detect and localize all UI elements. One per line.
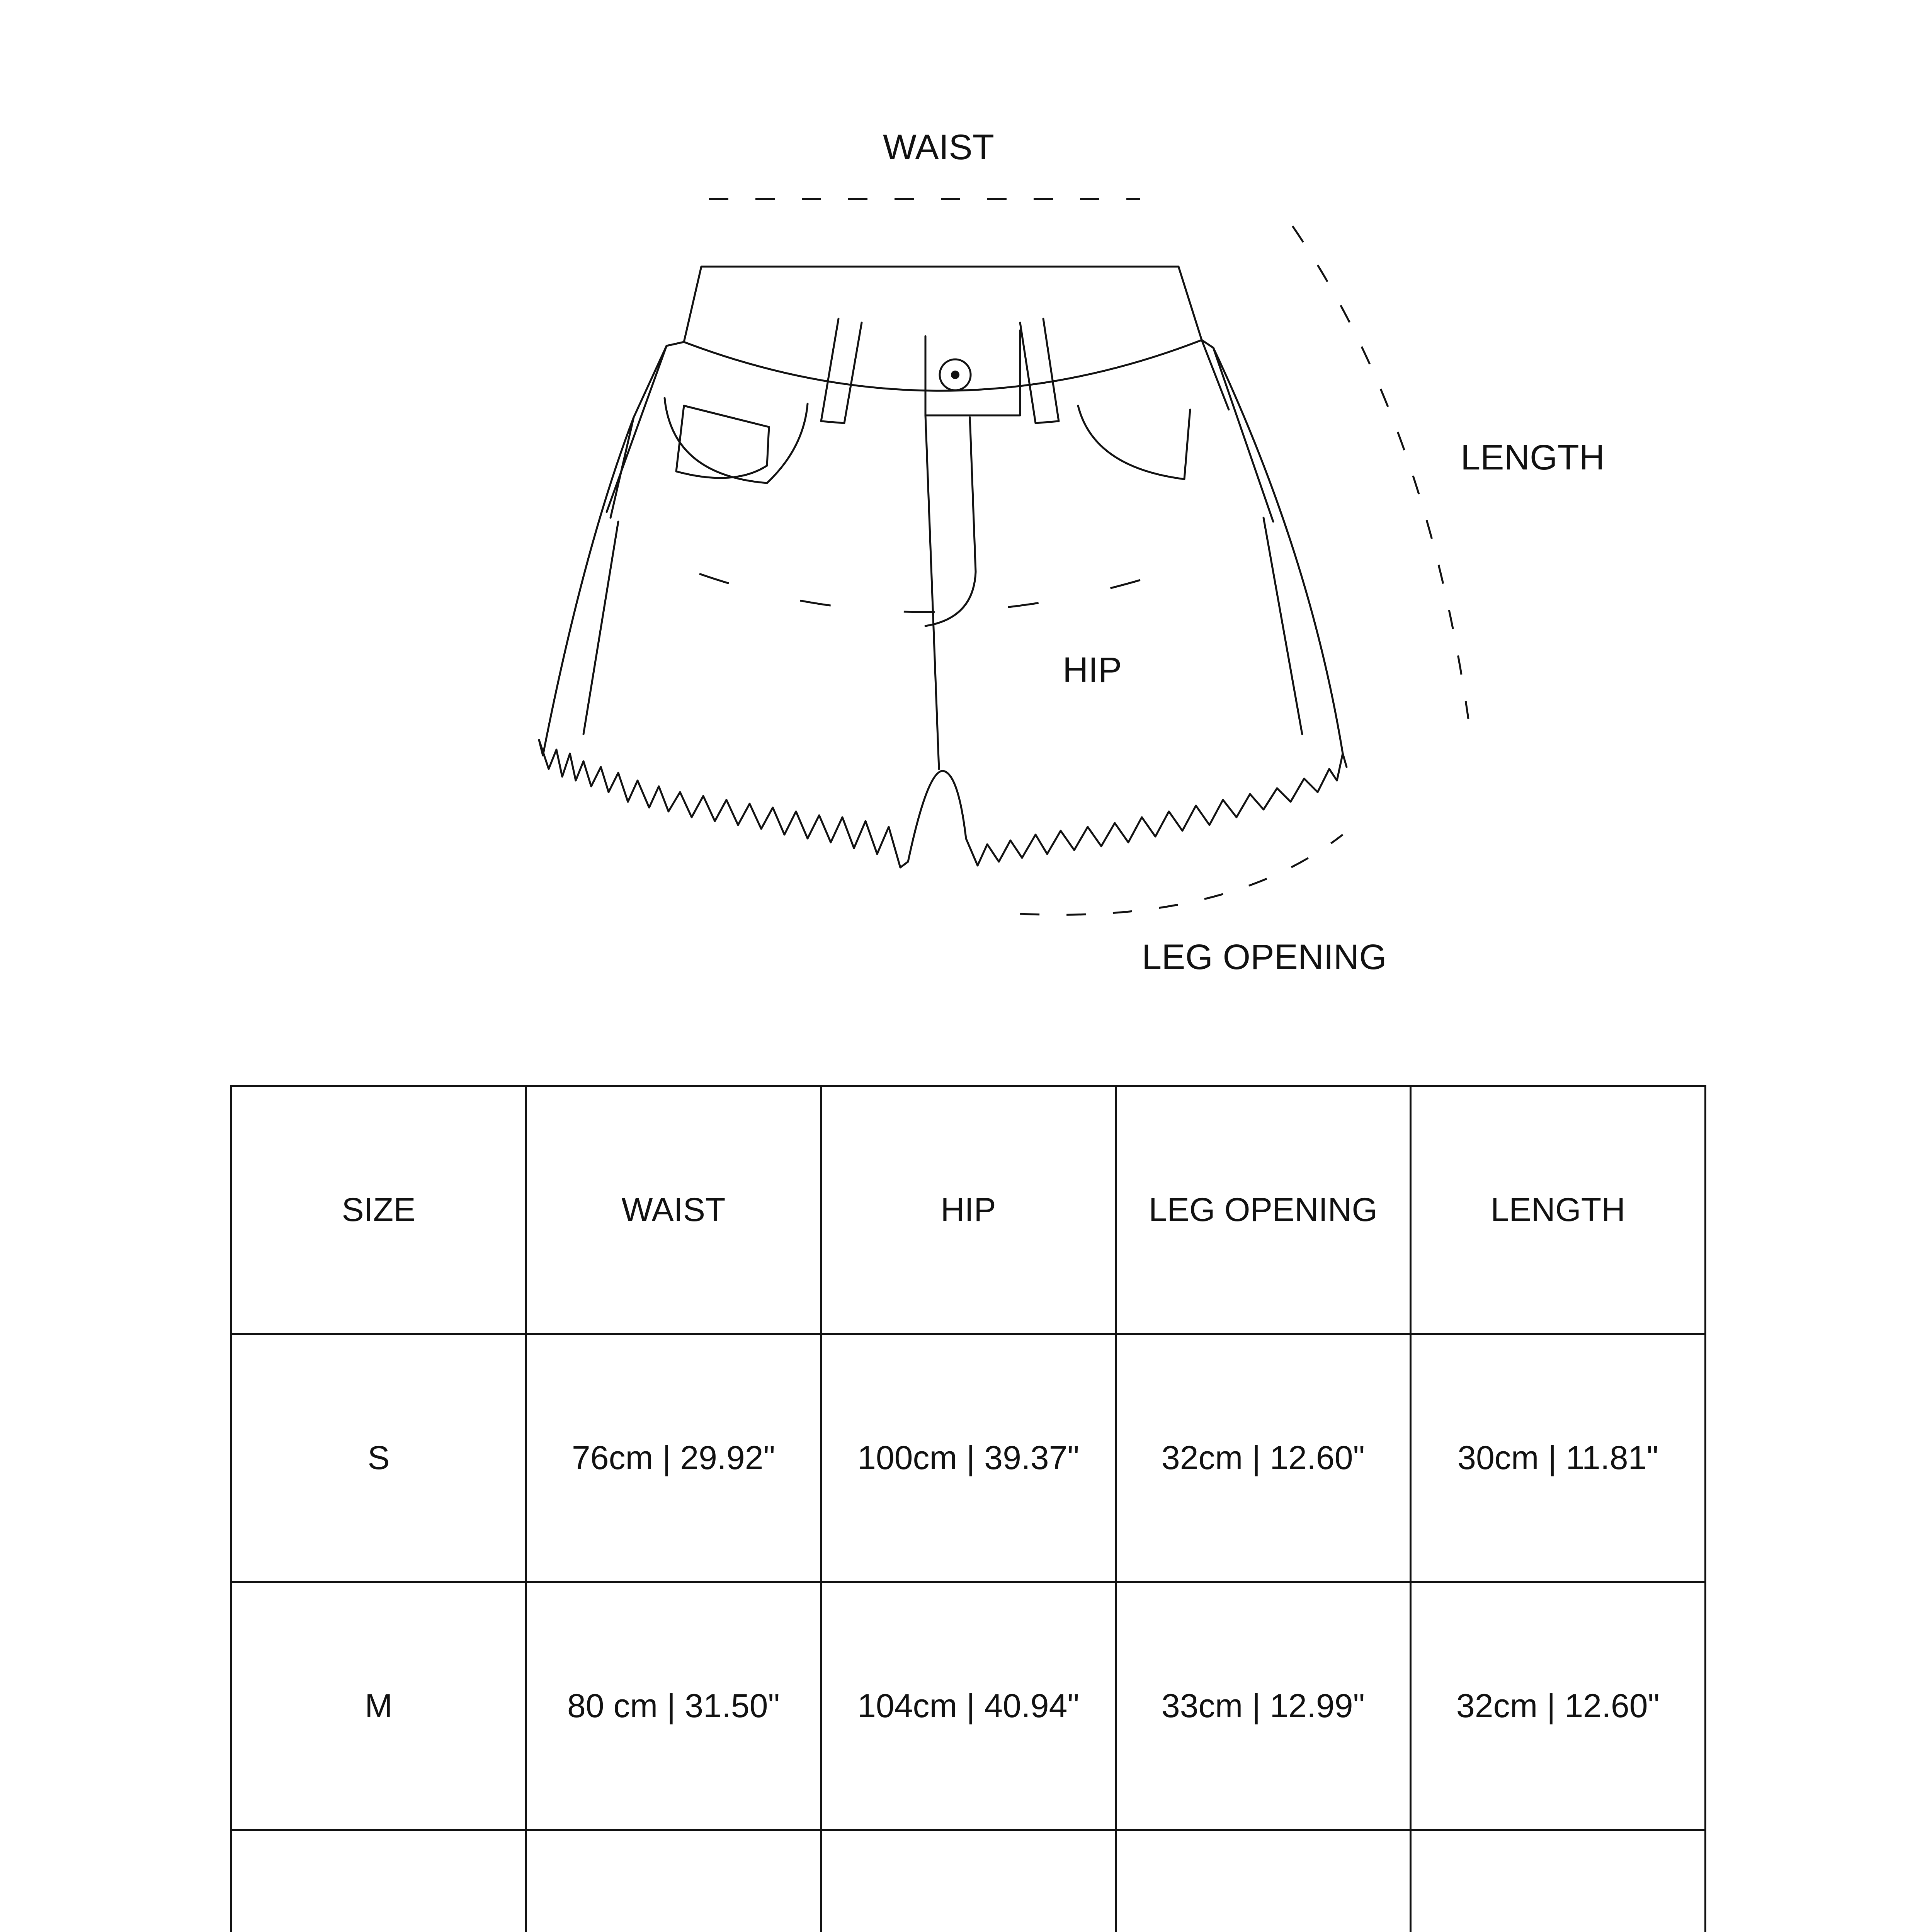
- leg-opening-cell: 32cm | 12.60": [1116, 1334, 1411, 1582]
- leg-opening-cell: [1116, 1830, 1411, 1932]
- hip-cell: [821, 1830, 1116, 1932]
- table-row: [231, 1334, 1706, 1582]
- hip-guide-line: [699, 568, 1179, 612]
- belt-loop-right: [1020, 319, 1059, 423]
- hip-cell: 104cm | 40.94": [821, 1582, 1116, 1830]
- belt-loop-left: [821, 319, 862, 423]
- waist-cell: 76cm | 29.92": [526, 1334, 821, 1582]
- size-cell: M: [231, 1582, 526, 1830]
- shorts-body-outline: [543, 340, 1343, 755]
- waist-label: WAIST: [883, 128, 994, 167]
- hip-cell: 100cm | 39.37": [821, 1334, 1116, 1582]
- column-header-length: LENGTH: [1411, 1086, 1706, 1334]
- table-header-row: [231, 1086, 1706, 1334]
- frayed-hem-right: [966, 753, 1347, 866]
- button-center: [951, 371, 959, 379]
- table-row: [231, 1582, 1706, 1830]
- left-pocket: [676, 406, 769, 478]
- crotch-curve: [908, 771, 966, 862]
- size-cell: S: [231, 1334, 526, 1582]
- hip-label: HIP: [1063, 650, 1122, 690]
- length-cell: 32cm | 12.60": [1411, 1582, 1706, 1830]
- length-label: LENGTH: [1461, 438, 1605, 477]
- leg-opening-label: LEG OPENING: [1142, 937, 1387, 977]
- shorts-illustration: [539, 267, 1347, 867]
- length-cell: 30cm | 11.81": [1411, 1334, 1706, 1582]
- waist-cell: [526, 1830, 821, 1932]
- size-chart-table: [230, 1085, 1706, 1932]
- length-cell: [1411, 1830, 1706, 1932]
- frayed-hem-left: [539, 740, 908, 867]
- length-guide-line: [1293, 226, 1468, 719]
- size-cell: [231, 1830, 526, 1932]
- waistband: [684, 267, 1202, 391]
- center-seam: [925, 415, 939, 769]
- column-header-size: SIZE: [231, 1086, 526, 1334]
- table-row: [231, 1830, 1706, 1932]
- waist-cell: 80 cm | 31.50": [526, 1582, 821, 1830]
- column-header-waist: WAIST: [526, 1086, 821, 1334]
- column-header-hip: HIP: [821, 1086, 1116, 1334]
- leg-opening-cell: 33cm | 12.99": [1116, 1582, 1411, 1830]
- leg-opening-guide-line: [1020, 835, 1343, 915]
- right-pocket: [1078, 406, 1190, 479]
- column-header-leg-opening: LEG OPENING: [1116, 1086, 1411, 1334]
